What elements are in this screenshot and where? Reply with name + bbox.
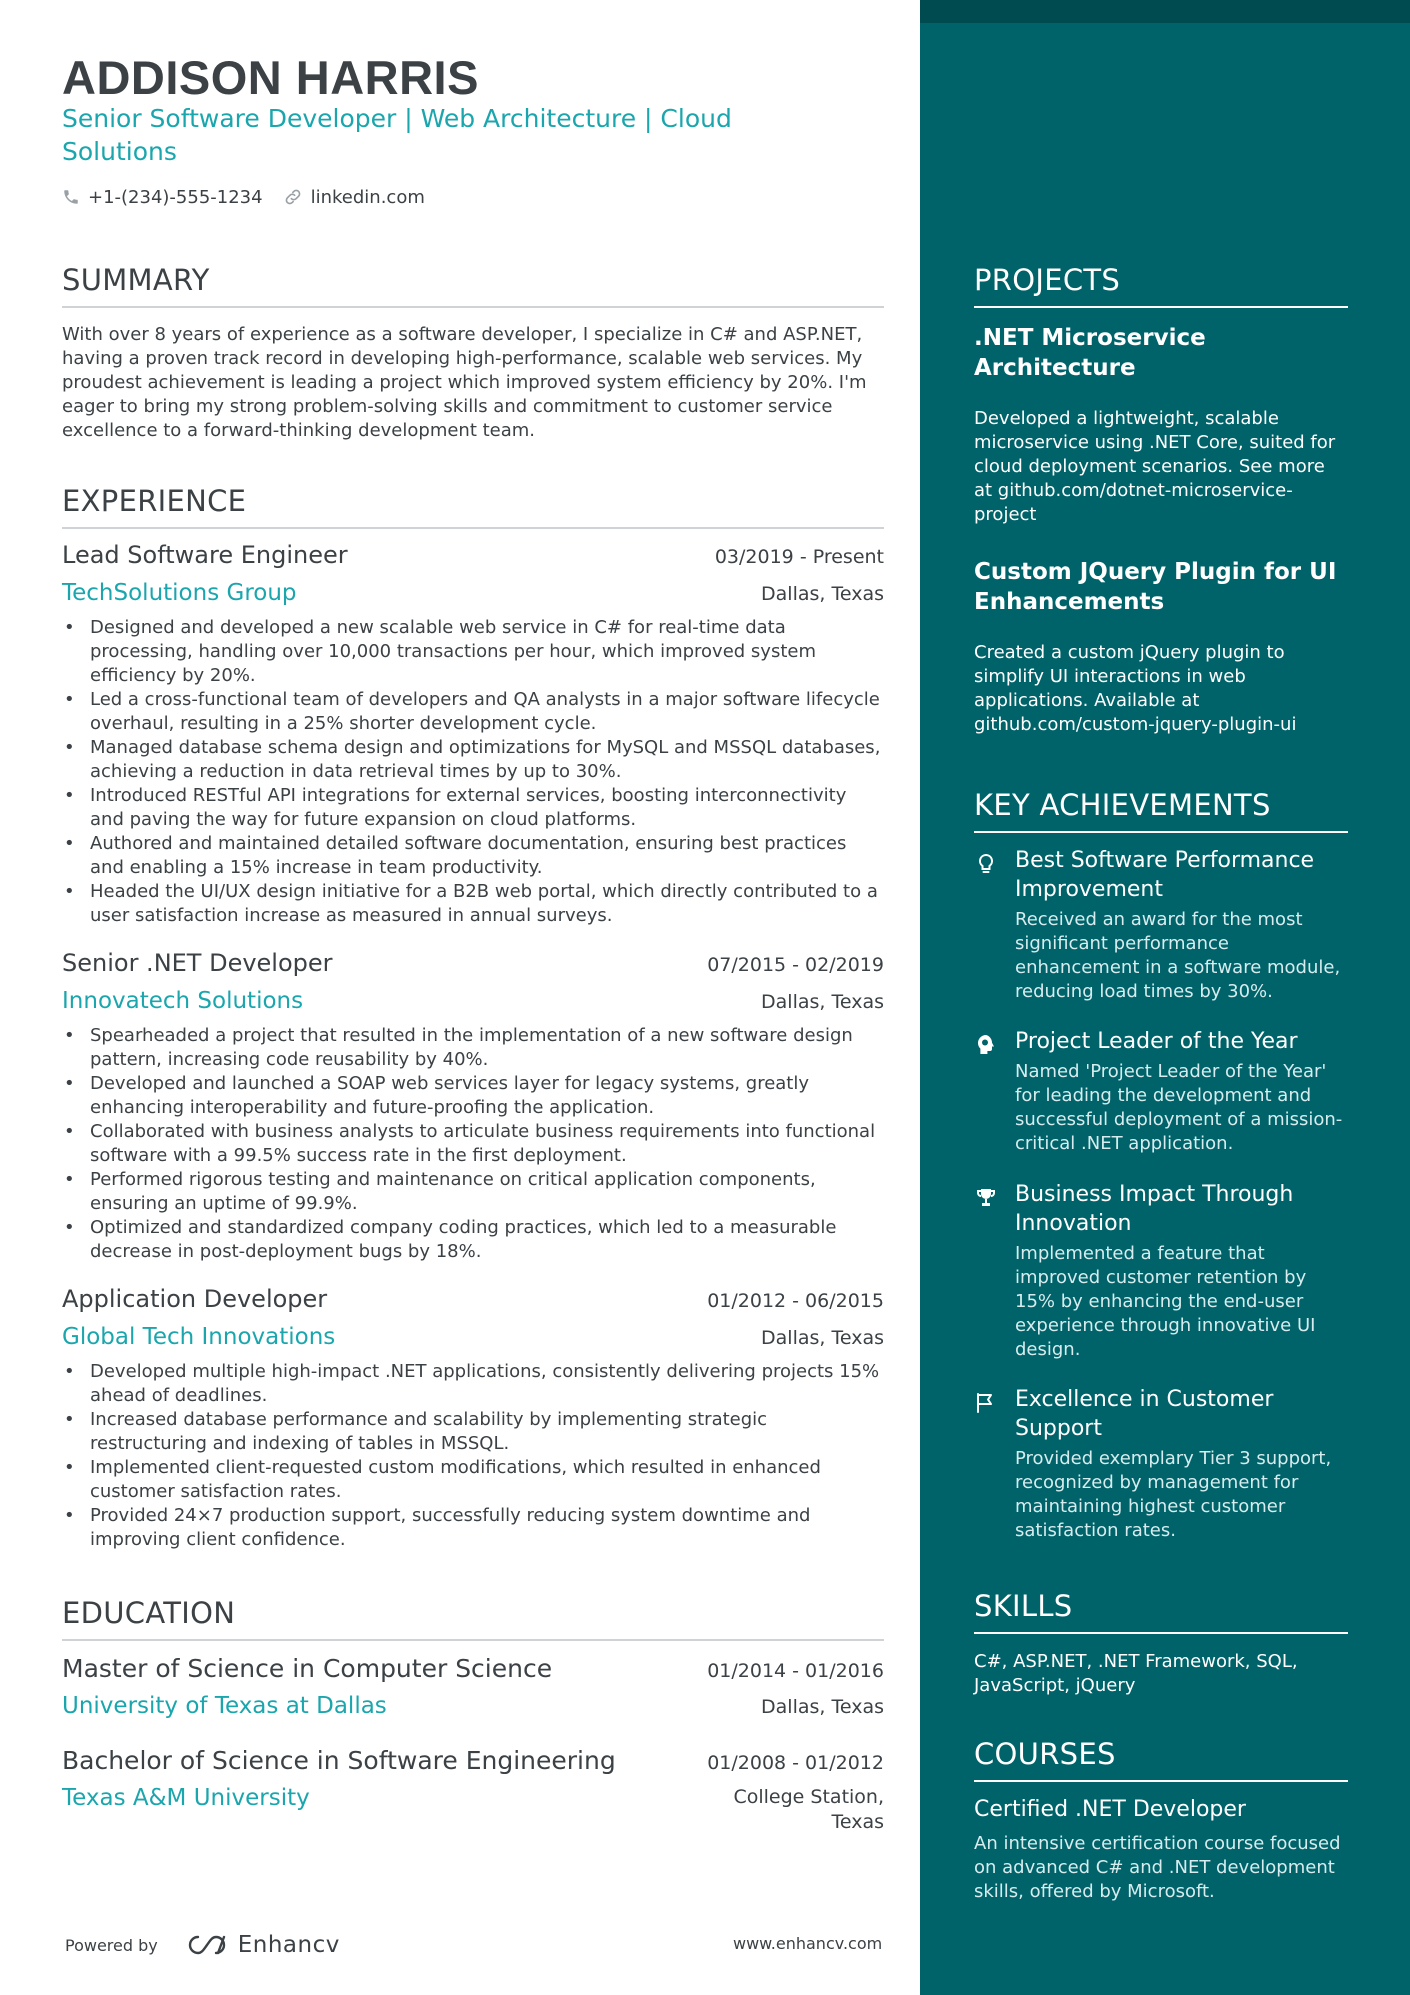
achievement-title: Business Impact Through Innovation bbox=[1015, 1182, 1294, 1236]
project-title: .NET Microservice Architecture bbox=[974, 325, 1206, 381]
project-title: Custom JQuery Plugin for UI Enhancements bbox=[974, 559, 1337, 615]
bullet-item: • Performed rigorous testing and maintenance on critical application components, ensuring an uptime of 99.9%. bbox=[62, 1168, 884, 1216]
skills-heading: SKILLS bbox=[974, 1589, 1348, 1634]
achievement-description: Implemented a feature that improved customer retention by 15% by enhancing the end-user experience through innovative UI design. bbox=[1015, 1243, 1316, 1360]
achievement-title: Project Leader of the Year bbox=[1015, 1029, 1298, 1054]
achievements-heading: KEY ACHIEVEMENTS bbox=[974, 788, 1348, 833]
achievement-description: Received an award for the most significant performance enhancement in a software module, reducing load times by 30%. bbox=[1015, 909, 1341, 1002]
courses-heading: COURSES bbox=[974, 1737, 1348, 1782]
sidebar bbox=[920, 0, 1410, 1995]
job-location: Dallas, Texas bbox=[761, 991, 884, 1013]
job-entry bbox=[62, 541, 884, 928]
education-entry bbox=[62, 1746, 884, 1835]
bullet-item: • Designed and developed a new scalable web service in C# for real-time data processing, handling over 10,000 transactions per hour, which improved system efficiency by 20%. bbox=[62, 616, 884, 688]
job-bullets bbox=[62, 616, 884, 928]
job-dates: 03/2019 - Present bbox=[714, 546, 884, 568]
bullet-item: • Developed and launched a SOAP web services layer for legacy systems, greatly enhancing interoperability and future-proofing the application. bbox=[62, 1072, 884, 1120]
school-name: Texas A&M University bbox=[62, 1785, 310, 1811]
bullet-item: • Increased database performance and scalability by implementing strategic restructuring and indexing of tables in MSSQL. bbox=[62, 1408, 884, 1456]
footer-url[interactable]: www.enhancv.com bbox=[733, 1934, 883, 1953]
course-description: An intensive certification course focused on advanced C# and .NET development skills, offered by Microsoft. bbox=[974, 1833, 1341, 1902]
contact-row bbox=[62, 185, 445, 209]
job-dates: 01/2012 - 06/2015 bbox=[707, 1290, 884, 1312]
degree-title: Bachelor of Science in Software Engineering bbox=[62, 1746, 616, 1775]
achievement-title: Best Software Performance Improvement bbox=[1015, 848, 1315, 902]
school-name: University of Texas at Dallas bbox=[62, 1693, 387, 1719]
bullet-item: • Spearheaded a project that resulted in the implementation of a new software design pattern, increasing code reusability by 40%. bbox=[62, 1024, 884, 1072]
achievement-item bbox=[974, 846, 1348, 1004]
achievement-description: Provided exemplary Tier 3 support, recognized by management for maintaining highest customer satisfaction rates. bbox=[1015, 1448, 1332, 1541]
education-entry bbox=[62, 1654, 884, 1727]
achievement-item bbox=[974, 1027, 1348, 1156]
achievement-description: Named 'Project Leader of the Year' for leading the development and successful deployment of a mission-critical .NET application. bbox=[1015, 1061, 1343, 1154]
job-title: Lead Software Engineer bbox=[62, 541, 348, 569]
skills-list: C#, ASP.NET, .NET Framework, SQL, JavaScript, jQuery bbox=[974, 1651, 1298, 1696]
course-title: Certified .NET Developer bbox=[974, 1797, 1246, 1822]
bullet-item: • Headed the UI/UX design initiative for a B2B web portal, which directly contributed to a user satisfaction increase as measured in annual surveys. bbox=[62, 880, 884, 928]
job-title: Application Developer bbox=[62, 1285, 328, 1313]
summary-heading: SUMMARY bbox=[62, 263, 884, 308]
phone-text: +1-(234)-555-1234 bbox=[88, 186, 263, 208]
enhancv-brand-text: Enhancv bbox=[237, 1932, 340, 1958]
job-bullets bbox=[62, 1360, 884, 1552]
projects-heading: PROJECTS bbox=[974, 263, 1348, 308]
job-title: Senior .NET Developer bbox=[62, 949, 333, 977]
project-description: Created a custom jQuery plugin to simplify UI interactions in web applications. Available at github.com/custom-jquery-plugin-ui bbox=[974, 642, 1297, 735]
school-location: Dallas, Texas bbox=[761, 1696, 884, 1718]
bullet-item: • Collaborated with business analysts to articulate business requirements into functional software with a 99.5% success rate in the first deployment. bbox=[62, 1120, 884, 1168]
project-description: Developed a lightweight, scalable microservice using .NET Core, suited for cloud deployment scenarios. See more at github.com/dotnet-microservice-project bbox=[974, 408, 1336, 525]
job-dates: 07/2015 - 02/2019 bbox=[707, 954, 884, 976]
summary-text: With over 8 years of experience as a software developer, I specialize in C# and ASP.NET, having a proven track record in developing high-performance, scalable web services. My proudest achievement is leading a project which improved system efficiency by 20%. I'm eager to bring my strong problem-solving skills and commitment to customer service excellence to a forward-thinking development team. bbox=[62, 324, 867, 441]
trophy-icon bbox=[974, 1186, 998, 1210]
bullet-item: • Authored and maintained detailed software documentation, ensuring best practices and enabling a 15% increase in team productivity. bbox=[62, 832, 884, 880]
bullet-item: • Led a cross-functional team of developers and QA analysts in a major software lifecycle overhaul, resulting in a 25% shorter development cycle. bbox=[62, 688, 884, 736]
footer-branding bbox=[65, 1932, 340, 1958]
linkedin-text: linkedin.com bbox=[310, 186, 425, 208]
job-location: Dallas, Texas bbox=[761, 1327, 884, 1349]
achievement-item bbox=[974, 1385, 1348, 1543]
lightbulb-icon bbox=[974, 852, 998, 876]
enhancv-logo-icon bbox=[184, 1933, 230, 1957]
flag-icon bbox=[974, 1391, 998, 1415]
job-entry bbox=[62, 949, 884, 1264]
degree-title: Master of Science in Computer Science bbox=[62, 1654, 553, 1683]
bullet-item: • Managed database schema design and optimizations for MySQL and MSSQL databases, achieving a reduction in data retrieval times by up to 30%. bbox=[62, 736, 884, 784]
headline: Senior Software Developer | Web Architecture | Cloud Solutions bbox=[62, 104, 732, 166]
school-location: College Station, Texas bbox=[733, 1786, 884, 1833]
education-dates: 01/2008 - 01/2012 bbox=[707, 1752, 884, 1774]
education-dates: 01/2014 - 01/2016 bbox=[707, 1660, 884, 1682]
job-bullets bbox=[62, 1024, 884, 1264]
achievement-item bbox=[974, 1180, 1348, 1362]
head-idea-icon bbox=[974, 1033, 998, 1057]
powered-by-label: Powered by bbox=[65, 1935, 158, 1955]
phone-contact[interactable] bbox=[62, 187, 263, 208]
job-company: Global Tech Innovations bbox=[62, 1324, 336, 1350]
education-heading: EDUCATION bbox=[62, 1596, 884, 1641]
achievement-title: Excellence in Customer Support bbox=[1015, 1387, 1274, 1441]
bullet-item: • Introduced RESTful API integrations for external services, boosting interconnectivity and paving the way for future expansion on cloud platforms. bbox=[62, 784, 884, 832]
link-icon bbox=[283, 187, 303, 207]
bullet-item: • Implemented client-requested custom modifications, which resulted in enhanced customer satisfaction rates. bbox=[62, 1456, 884, 1504]
job-entry bbox=[62, 1285, 884, 1552]
enhancv-logo[interactable] bbox=[184, 1932, 340, 1958]
job-location: Dallas, Texas bbox=[761, 583, 884, 605]
job-company: TechSolutions Group bbox=[62, 580, 297, 606]
candidate-name: ADDISON HARRIS bbox=[62, 51, 479, 104]
sidebar-top-band bbox=[920, 0, 1410, 23]
linkedin-contact[interactable] bbox=[283, 187, 425, 208]
bullet-item: • Provided 24×7 production support, successfully reducing system downtime and improving client confidence. bbox=[62, 1504, 884, 1552]
job-company: Innovatech Solutions bbox=[62, 988, 304, 1014]
experience-heading: EXPERIENCE bbox=[62, 484, 884, 529]
bullet-item: • Developed multiple high-impact .NET applications, consistently delivering projects 15% ahead of deadlines. bbox=[62, 1360, 884, 1408]
bullet-item: • Optimized and standardized company coding practices, which led to a measurable decrease in post-deployment bugs by 18%. bbox=[62, 1216, 884, 1264]
phone-icon bbox=[62, 188, 80, 206]
